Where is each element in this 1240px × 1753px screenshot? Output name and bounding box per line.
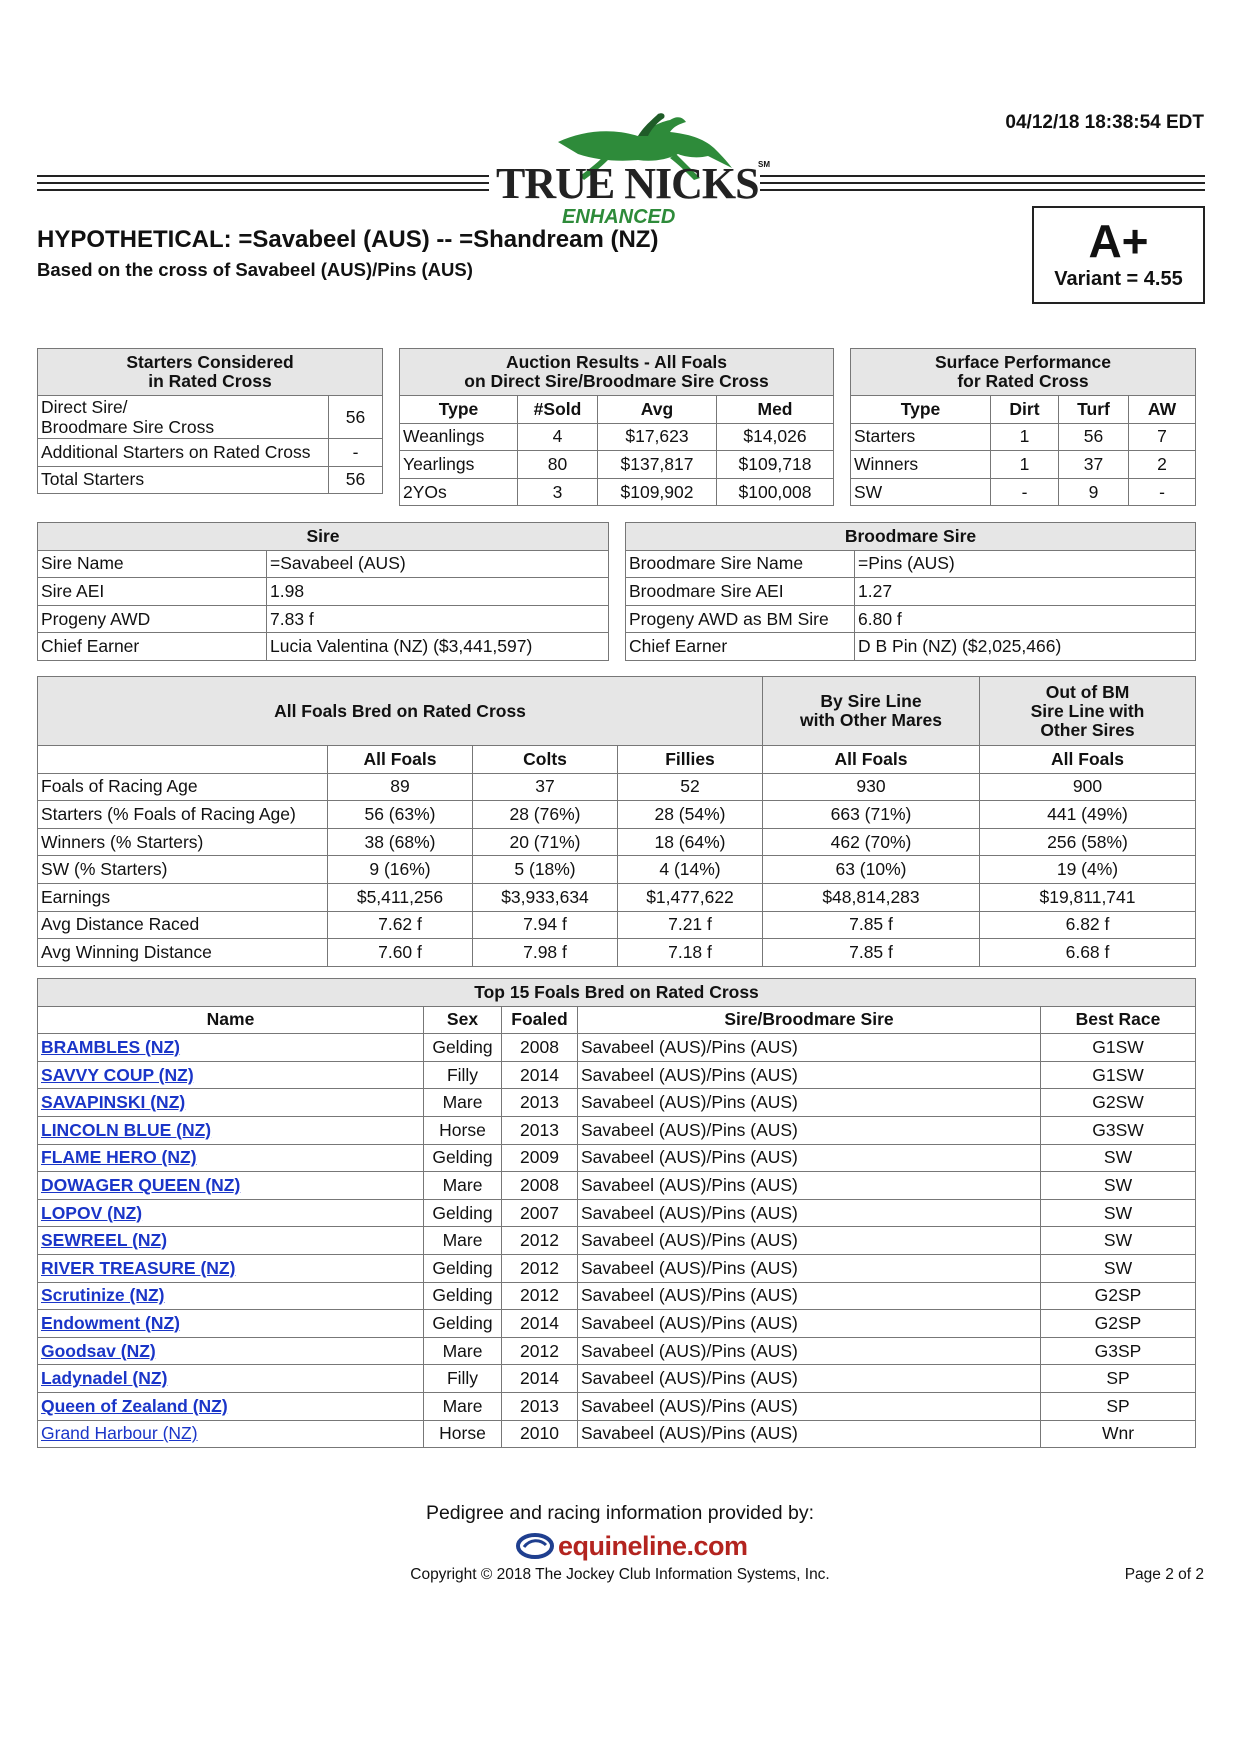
table-row: Broodmare Sire AEI 1.27 — [626, 578, 1196, 606]
table-row: 2YOs 3 $109,902 $100,008 — [400, 478, 834, 506]
table-row: SEWREEL (NZ) Mare 2012 Savabeel (AUS)/Pins (AUS) SW — [38, 1227, 1196, 1255]
truenicks-logo — [488, 110, 770, 230]
table-row: Avg Winning Distance 7.60 f 7.98 f 7.18 f 7.85 f 6.68 f — [38, 939, 1196, 967]
variant-value: Variant = 4.55 — [1054, 268, 1183, 290]
foals-columns: All Foals Colts Fillies All Foals All Foals — [38, 746, 1196, 774]
horse-link[interactable]: Endowment (NZ) — [41, 1312, 181, 1333]
table-row: RIVER TREASURE (NZ) Gelding 2012 Savabeel (AUS)/Pins (AUS) SW — [38, 1254, 1196, 1282]
table-row: Queen of Zealand (NZ) Mare 2013 Savabeel (AUS)/Pins (AUS) SP — [38, 1392, 1196, 1420]
table-row: Ladynadel (NZ) Filly 2014 Savabeel (AUS)/Pins (AUS) SP — [38, 1365, 1196, 1393]
horse-link[interactable]: SAVVY COUP (NZ) — [41, 1064, 194, 1085]
sire-line-heading: By Sire Line with Other Mares — [763, 677, 980, 746]
table-row: Scrutinize (NZ) Gelding 2012 Savabeel (AUS)/Pins (AUS) G2SP — [38, 1282, 1196, 1310]
provided-by-text: Pedigree and racing information provided by: — [425, 1502, 815, 1524]
table-row: Avg Distance Raced 7.62 f 7.94 f 7.21 f 7.85 f 6.82 f — [38, 911, 1196, 939]
foals-heading: All Foals Bred on Rated Cross — [38, 677, 763, 746]
report-title: HYPOTHETICAL: =Savabeel (AUS) -- =Shandream (NZ) — [37, 226, 659, 253]
horse-link[interactable]: Goodsav (NZ) — [41, 1340, 156, 1361]
table-row: Weanlings 4 $17,623 $14,026 — [400, 423, 834, 451]
surface-columns: Type Dirt Turf AW — [851, 396, 1196, 424]
auction-heading: Auction Results - All Foals on Direct Sire/Broodmare Sire Cross — [400, 349, 834, 396]
grade-value: A+ — [1088, 215, 1149, 267]
bm-line-heading: Out of BM Sire Line with Other Sires — [980, 677, 1196, 746]
horse-link[interactable]: FLAME HERO (NZ) — [41, 1147, 197, 1168]
table-row: SW - 9 - — [851, 478, 1196, 506]
surface-heading: Surface Performance for Rated Cross — [851, 349, 1196, 396]
table-row: BRAMBLES (NZ) Gelding 2008 Savabeel (AUS)/Pins (AUS) G1SW — [38, 1034, 1196, 1062]
horse-link[interactable]: RIVER TREASURE (NZ) — [41, 1257, 236, 1278]
table-row: Endowment (NZ) Gelding 2014 Savabeel (AUS)/Pins (AUS) G2SP — [38, 1310, 1196, 1338]
foals-table — [37, 676, 1196, 967]
table-row: SAVVY COUP (NZ) Filly 2014 Savabeel (AUS)/Pins (AUS) G1SW — [38, 1061, 1196, 1089]
broodmare-sire-table — [625, 522, 1196, 661]
grade-box — [1032, 206, 1205, 304]
logo-enhanced: ENHANCED — [562, 206, 676, 228]
horse-link[interactable]: LINCOLN BLUE (NZ) — [41, 1119, 212, 1140]
table-row: FLAME HERO (NZ) Gelding 2009 Savabeel (AUS)/Pins (AUS) SW — [38, 1144, 1196, 1172]
equineline-logo — [516, 1526, 748, 1566]
table-row: Winners 1 37 2 — [851, 451, 1196, 479]
table-row: Foals of Racing Age 89 37 52 930 900 — [38, 773, 1196, 801]
surface-table — [850, 348, 1196, 506]
equineline-swoosh-icon — [516, 1533, 554, 1559]
top15-columns: Name Sex Foaled Sire/Broodmare Sire Best Race — [38, 1006, 1196, 1034]
horse-link[interactable]: Queen of Zealand (NZ) — [41, 1395, 228, 1416]
equineline-wordmark: equineline.com — [558, 1530, 748, 1561]
page-number: Page 2 of 2 — [1124, 1566, 1204, 1583]
table-row: Broodmare Sire Name =Pins (AUS) — [626, 550, 1196, 578]
header-rule-right — [760, 175, 1205, 197]
horse-link[interactable]: LOPOV (NZ) — [41, 1202, 143, 1223]
table-row: Winners (% Starters) 38 (68%) 20 (71%) 18 (64%) 462 (70%) 256 (58%) — [38, 828, 1196, 856]
table-row: Total Starters 56 — [38, 466, 383, 494]
report-timestamp: 04/12/18 18:38:54 EDT — [1005, 112, 1204, 133]
table-row: Grand Harbour (NZ) Horse 2010 Savabeel (AUS)/Pins (AUS) Wnr — [38, 1420, 1196, 1448]
top15-table — [37, 978, 1196, 1448]
table-row: LINCOLN BLUE (NZ) Horse 2013 Savabeel (AUS)/Pins (AUS) G3SW — [38, 1116, 1196, 1144]
table-row: Sire Name =Savabeel (AUS) — [38, 550, 609, 578]
horse-link[interactable]: SAVAPINSKI (NZ) — [41, 1092, 186, 1113]
logo-servicemark: SM — [758, 160, 770, 169]
copyright-text: Copyright © 2018 The Jockey Club Information Systems, Inc. — [410, 1566, 830, 1583]
table-row: Chief Earner D B Pin (NZ) ($2,025,466) — [626, 633, 1196, 661]
table-row: Starters (% Foals of Racing Age) 56 (63%) 28 (76%) 28 (54%) 663 (71%) 441 (49%) — [38, 801, 1196, 829]
sire-heading: Sire — [38, 523, 609, 551]
horse-link[interactable]: Grand Harbour (NZ) — [41, 1423, 198, 1444]
header-rule-left — [37, 175, 489, 197]
table-row: Starters 1 56 7 — [851, 423, 1196, 451]
auction-columns: Type #Sold Avg Med — [400, 396, 834, 424]
horse-link[interactable]: BRAMBLES (NZ) — [41, 1036, 181, 1057]
table-row: SAVAPINSKI (NZ) Mare 2013 Savabeel (AUS)/Pins (AUS) G2SW — [38, 1089, 1196, 1117]
table-row: SW (% Starters) 9 (16%) 5 (18%) 4 (14%) 63 (10%) 19 (4%) — [38, 856, 1196, 884]
starters-table — [37, 348, 383, 494]
horse-link[interactable]: DOWAGER QUEEN (NZ) — [41, 1174, 241, 1195]
table-row: Yearlings 80 $137,817 $109,718 — [400, 451, 834, 479]
table-row: Earnings $5,411,256 $3,933,634 $1,477,622 $48,814,283 $19,811,741 — [38, 883, 1196, 911]
table-row: Chief Earner Lucia Valentina (NZ) ($3,441,597) — [38, 633, 609, 661]
horse-link[interactable]: Ladynadel (NZ) — [41, 1368, 168, 1389]
auction-table — [399, 348, 834, 506]
horse-link[interactable]: Scrutinize (NZ) — [41, 1285, 165, 1306]
table-row: DOWAGER QUEEN (NZ) Mare 2008 Savabeel (AUS)/Pins (AUS) SW — [38, 1172, 1196, 1200]
table-row: LOPOV (NZ) Gelding 2007 Savabeel (AUS)/Pins (AUS) SW — [38, 1199, 1196, 1227]
report-subtitle: Based on the cross of Savabeel (AUS)/Pins (AUS) — [37, 259, 473, 280]
table-row: Direct Sire/ Broodmare Sire Cross 56 — [38, 396, 383, 439]
logo-wordmark: TRUE NICKS — [496, 159, 759, 208]
table-row: Progeny AWD 7.83 f — [38, 605, 609, 633]
sire-table — [37, 522, 609, 661]
broodmare-sire-heading: Broodmare Sire — [626, 523, 1196, 551]
table-row: Sire AEI 1.98 — [38, 578, 609, 606]
table-row: Additional Starters on Rated Cross - — [38, 439, 383, 467]
table-row: Progeny AWD as BM Sire 6.80 f — [626, 605, 1196, 633]
starters-heading: Starters Considered in Rated Cross — [38, 349, 383, 396]
top15-heading: Top 15 Foals Bred on Rated Cross — [38, 979, 1196, 1007]
horse-link[interactable]: SEWREEL (NZ) — [41, 1230, 168, 1251]
table-row: Goodsav (NZ) Mare 2012 Savabeel (AUS)/Pins (AUS) G3SP — [38, 1337, 1196, 1365]
